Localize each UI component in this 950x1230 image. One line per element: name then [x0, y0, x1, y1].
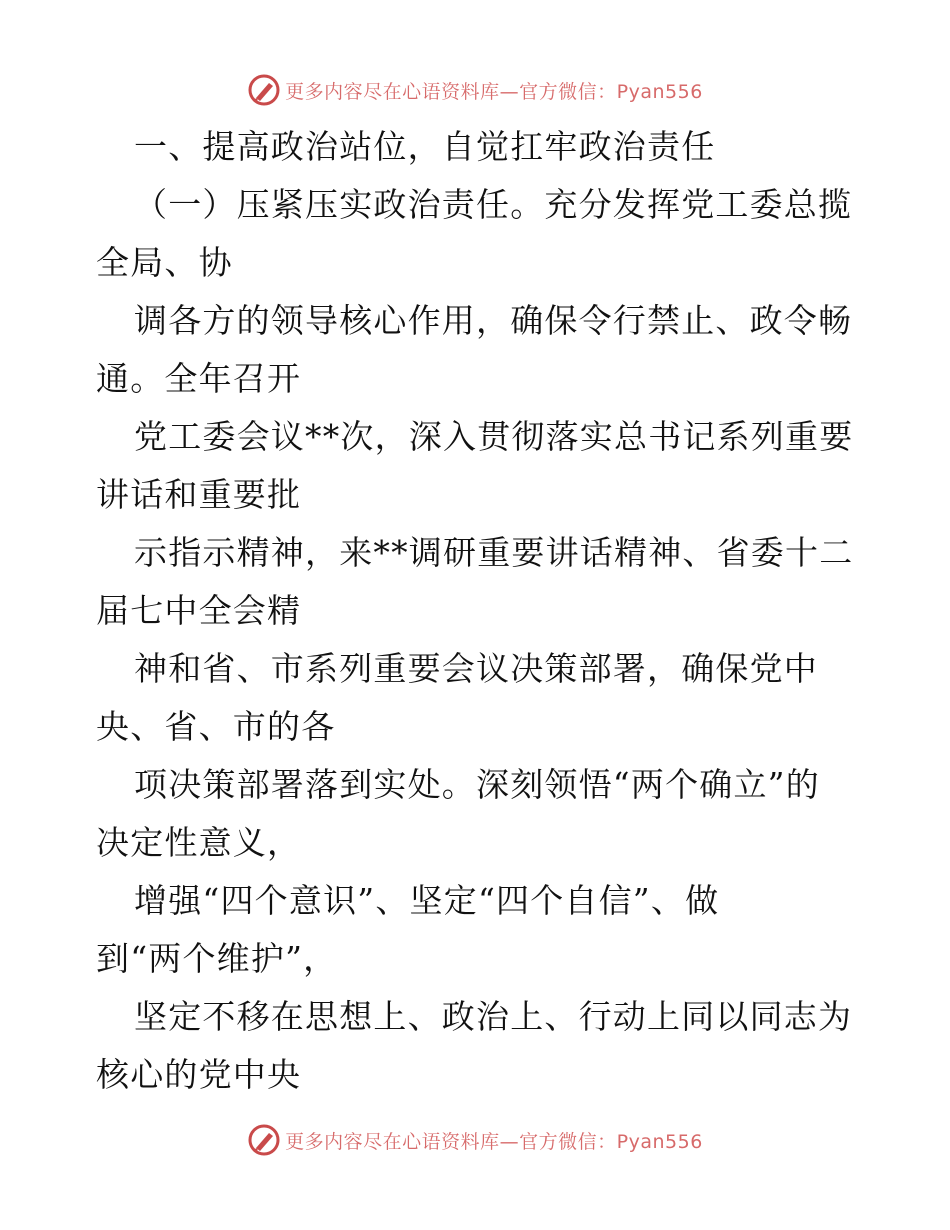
text-line: 党工委会议**次，深入贯彻落实总书记系列重要	[134, 417, 854, 456]
header-watermark	[0, 70, 950, 110]
text-line: 到“两个维护”，	[96, 939, 338, 978]
text-line: 神和省、市系列重要会议决策部署，确保党中	[134, 649, 818, 688]
text-line: 央、省、市的各	[96, 707, 336, 746]
text-line: 增强“四个意识”、坚定“四个自信”、做	[134, 881, 720, 920]
watermark-text: 更多内容尽在心语资料库—官方微信：Pyan556	[285, 1130, 703, 1153]
watermark-text: 更多内容尽在心语资料库—官方微信：Pyan556	[285, 80, 703, 103]
text-line: 决定性意义，	[96, 823, 302, 862]
text-line: 全局、协	[96, 243, 233, 282]
text-line: 调各方的领导核心作用，确保令行禁止、政令畅	[134, 301, 853, 340]
document-body	[96, 118, 866, 1104]
pen-logo-icon	[247, 73, 281, 107]
pen-logo-icon	[247, 1123, 281, 1157]
footer-watermark	[0, 1120, 950, 1160]
text-line: 届七中全会精	[96, 591, 302, 630]
text-line: 通。全年召开	[96, 359, 302, 398]
text-line: 讲话和重要批	[96, 475, 302, 514]
text-line: 坚定不移在思想上、政治上、行动上同以同志为	[134, 997, 853, 1036]
text-line: 一、提高政治站位，自觉扛牢政治责任	[134, 127, 716, 166]
text-line: （一）压紧压实政治责任。充分发挥党工委总揽	[134, 185, 853, 224]
text-line: 示指示精神，来**调研重要讲话精神、省委十二	[134, 533, 854, 572]
text-line: 项决策部署落到实处。深刻领悟“两个确立”的	[134, 765, 820, 804]
text-line: 核心的党中央	[96, 1055, 302, 1094]
